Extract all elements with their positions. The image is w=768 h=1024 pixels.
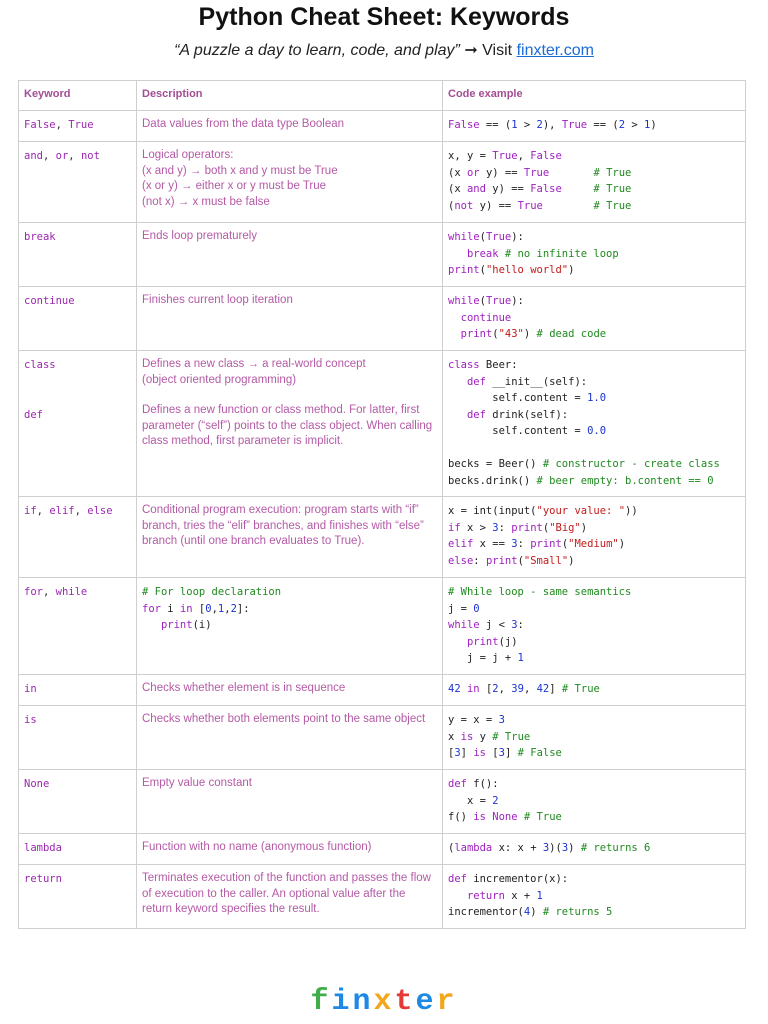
table-row [19, 497, 746, 578]
code-cell [443, 834, 746, 865]
description-cell: Ends loop prematurely [137, 223, 443, 287]
code-cell [443, 675, 746, 706]
keyword-and: and [24, 150, 43, 162]
code-line: # While loop - same semantics [448, 586, 632, 598]
keyword-class: class [24, 359, 56, 371]
code-line: # For loop declaration [142, 586, 282, 598]
code-line: j = 0 [448, 602, 480, 615]
description-cell: Empty value constant [137, 770, 443, 834]
description-cell: Conditional program execution: program starts with “if” branch, tries the “elif” branches, and finishes with “else” branch (until one branch evaluates to True). [137, 497, 443, 578]
code-line: y = x = 3 [448, 714, 505, 726]
logo-letter: r [436, 985, 458, 1019]
description-cell [137, 142, 443, 223]
code-line: (x and y) == False # True [448, 183, 632, 195]
keyword-cell [19, 675, 137, 706]
logo-letter: n [352, 985, 374, 1019]
code-cell [443, 706, 746, 770]
code-line: x = int(input("your value: ")) [448, 505, 638, 517]
keyword-or: or [55, 150, 69, 162]
keyword-cell [19, 770, 137, 834]
table-row [19, 770, 746, 834]
description-cell: Terminates execution of the function and passes the flow of execution to the caller. An optional value after the return keyword specifies the result. [137, 865, 443, 929]
code-line: 42 in [2, 39, 42] # True [448, 683, 600, 695]
keyword-return: return [24, 873, 62, 885]
keyword-cell [19, 223, 137, 287]
table-header-row [19, 81, 746, 111]
code-cell [443, 351, 746, 497]
keyword-elif: elif [49, 505, 75, 517]
keyword-cell: and, or, not [19, 142, 137, 223]
code-line: x is y # True [448, 730, 531, 743]
finxter-link[interactable]: finxter.com [516, 42, 594, 59]
keyword-while: while [55, 586, 88, 598]
keyword-else: else [87, 505, 113, 517]
description-cell: Checks whether both elements point to the same object [137, 706, 443, 770]
finxter-logo [0, 985, 768, 1019]
code-line: print(j) [466, 635, 518, 648]
code-line: while(True): [448, 231, 524, 243]
keyword-continue: continue [24, 295, 75, 307]
table-row [19, 142, 746, 223]
keyword-in: in [24, 683, 37, 695]
code-line: def __init__(self): [466, 375, 588, 388]
table-row [19, 675, 746, 706]
keyword-cell: if, elif, else [19, 497, 137, 578]
keyword-def [24, 407, 131, 424]
column-header-keyword: Keyword [19, 81, 137, 111]
code-line: def incrementor(x): [448, 873, 569, 885]
code-line: for i in [0,1,2]: [142, 602, 250, 615]
description-cell: Finishes current loop iteration [137, 287, 443, 351]
description-line: (not x) → x must be false [142, 195, 270, 208]
description-def: Defines a new function or class method. For latter, first parameter (“self”) points to the class object. When calling class method, first parameter is implicit. [142, 404, 433, 447]
keyword-cell [19, 865, 137, 929]
column-header-description: Description [137, 81, 443, 111]
table-row [19, 351, 746, 497]
code-line: return x + 1 [466, 889, 543, 902]
keyword-cell [19, 706, 137, 770]
code-cell [443, 223, 746, 287]
code-line: print("43") # dead code [460, 328, 607, 340]
keyword-cell [19, 287, 137, 351]
code-line: False == (1 > 2), True == (2 > 1) [448, 119, 657, 131]
page-title: Python Cheat Sheet: Keywords [198, 3, 570, 31]
code-line: self.content = 1.0 [448, 392, 607, 404]
description-line: Defines a new class → a real-world concept [142, 358, 366, 370]
code-line: (not y) == True # True [448, 199, 632, 212]
logo-letter: x [373, 985, 395, 1019]
keyword-cell: for, while [19, 578, 137, 675]
keyword-cell: False, True [19, 111, 137, 142]
keyword-class [24, 357, 131, 374]
code-line: break # no infinite loop [466, 247, 619, 260]
table-row [19, 865, 746, 929]
keyword-cell [19, 834, 137, 865]
code-line [448, 440, 740, 457]
code-line: print("hello world") [448, 264, 575, 276]
keyword-break: break [24, 231, 56, 243]
code-line: x = 2 [448, 794, 499, 807]
description-line: (x or y) → either x or y must be True [142, 180, 327, 192]
table-row [19, 111, 746, 142]
description-class [142, 357, 437, 388]
logo-letter: f [310, 985, 332, 1019]
description-cell: Checks whether element is in sequence [137, 675, 443, 706]
subtitle-visit: Visit [482, 42, 513, 59]
subtitle-quote: “A puzzle a day to learn, code, and play” [174, 42, 460, 59]
code-line: (x or y) == True # True [448, 166, 632, 179]
code-line: self.content = 0.0 [448, 425, 607, 437]
code-cell [443, 578, 746, 675]
code-line: incrementor(4) # returns 5 [448, 906, 613, 918]
code-line: while j < 3: [448, 619, 524, 631]
column-header-code-example: Code example [443, 81, 746, 111]
code-line: continue [460, 311, 512, 324]
page-subtitle [0, 40, 768, 60]
description-cell [137, 578, 443, 675]
code-line: [3] is [3] # False [448, 747, 562, 759]
code-cell [443, 111, 746, 142]
keyword-true: True [68, 119, 94, 131]
code-line: j = j + 1 [448, 652, 524, 664]
code-cell [443, 287, 746, 351]
description-cell: Function with no name (anonymous function) [137, 834, 443, 865]
code-line: elif x == 3: print("Medium") [448, 538, 626, 550]
description-line: (x and y) → both x and y must be True [142, 164, 338, 177]
code-cell [443, 142, 746, 223]
table-row [19, 287, 746, 351]
arrow-icon: ➞ [464, 42, 478, 59]
keyword-none: None [24, 778, 50, 790]
keyword-not: not [80, 150, 100, 162]
code-line: def f(): [448, 778, 499, 790]
keyword-if: if [24, 505, 37, 517]
code-cell [443, 497, 746, 578]
table-row [19, 578, 746, 675]
code-line: becks.drink() # beer empty: b.content == 0 [448, 474, 714, 487]
code-line: else: print("Small") [448, 554, 575, 567]
description-line: Logical operators: [142, 149, 234, 161]
code-cell [443, 770, 746, 834]
description-cell [137, 351, 443, 497]
code-line: becks = Beer() # constructor - create class [448, 458, 720, 470]
keyword-cell [19, 351, 137, 497]
keyword-false: False [24, 119, 56, 131]
keyword-is: is [24, 714, 37, 726]
table-row [19, 223, 746, 287]
code-line: class Beer: [448, 359, 518, 371]
logo-letter: i [331, 985, 353, 1019]
keywords-table [18, 80, 746, 929]
logo-letter: t [394, 985, 416, 1019]
keyword-def: def [24, 408, 43, 421]
table-row [19, 706, 746, 770]
table-row [19, 834, 746, 865]
code-line: print(i) [160, 619, 212, 631]
code-line: f() is None # True [448, 811, 562, 823]
description-line: (object oriented programming) [142, 373, 297, 386]
code-line: def drink(self): [466, 408, 569, 421]
keyword-for: for [24, 586, 43, 598]
code-cell [443, 865, 746, 929]
logo-letter: e [415, 985, 437, 1019]
code-line: (lambda x: x + 3)(3) # returns 6 [448, 842, 651, 854]
code-line: while(True): [448, 295, 524, 307]
keyword-lambda: lambda [24, 842, 62, 854]
description-cell: Data values from the data type Boolean [137, 111, 443, 142]
code-line: if x > 3: print("Big") [448, 521, 588, 534]
code-line: x, y = True, False [448, 150, 562, 162]
